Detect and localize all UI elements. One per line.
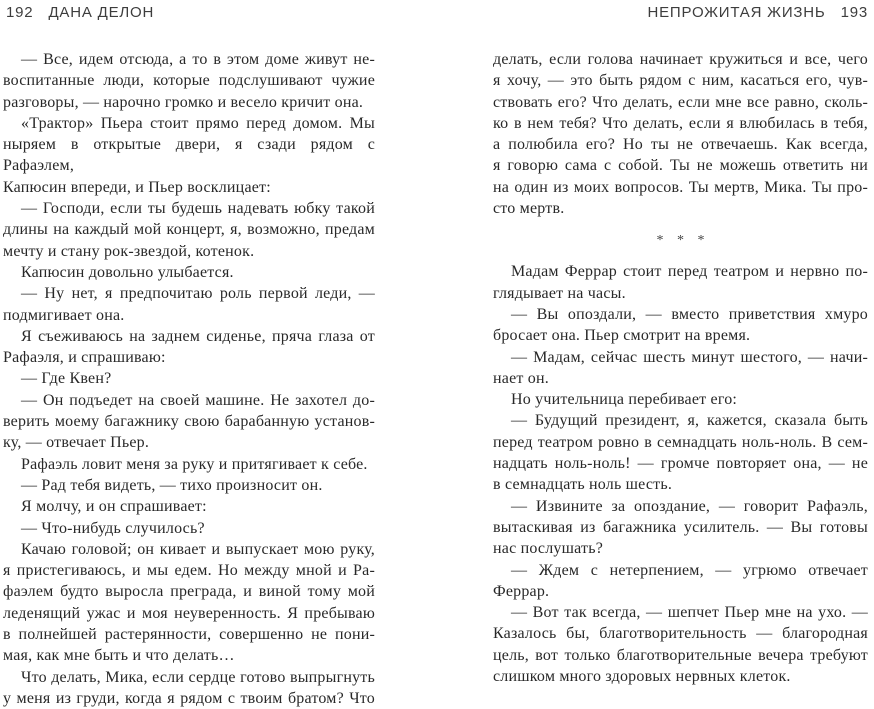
text-line: надцать ноль-ноль! — громче повторяет она, — не <box>493 455 868 473</box>
text-line: слишком много здоровых нервных клеток. <box>493 668 791 686</box>
text-line: Капюсин довольно улыбается. <box>21 263 234 281</box>
text-line: фаэлем будто выросла преграда, и виной тому мой <box>3 583 375 601</box>
text-line: вытаскивая из багажника усилитель. — Вы готовы <box>493 518 868 536</box>
text-line: я пристегиваюсь, и мы едем. Но между мной и Ра- <box>3 562 375 580</box>
text-line: — Ну нет, я предпочитаю роль первой леди, — <box>21 285 375 303</box>
right-running-header <box>647 4 868 21</box>
text-line: — Ждем с нетерпением, — угрюмо отвечает <box>511 561 868 579</box>
text-line: Рафаэля, и спрашиваю: <box>3 349 166 367</box>
text-line: — Он подъедет на своей машине. Не захотел до- <box>21 391 375 409</box>
text-line: бросает она. Пьер смотрит на время. <box>493 327 751 345</box>
text-line: цель, вот только благотворительные вечера требуют <box>493 646 868 664</box>
text-line: леденящий ужас и моя неуверенность. Я пребываю <box>3 604 375 622</box>
text-line: Что делать, Мика, если сердце готово выпрыгнуть <box>21 668 375 686</box>
text-line: на один из моих вопросов. Ты мертв, Мика. Ты про- <box>493 178 868 196</box>
text-line: я хочу, — это быть рядом с ним, касаться его, чув- <box>493 72 868 90</box>
text-line: а полюбила его? Но ты не отвечаешь. Как всегда, <box>493 136 868 154</box>
text-line: — Вы опоздали, — вместо приветствия хмуро <box>511 305 868 323</box>
text-line: верить моему багажнику свою барабанную установ- <box>3 413 375 431</box>
text-line: ку, — отвечает Пьер. <box>3 434 150 452</box>
text-line: — Извините за опоздание, — говорит Рафаэль, <box>511 497 868 515</box>
text-line: воспитанные люди, которые подслушивают чужие <box>3 72 375 90</box>
text-line: — Где Квен? <box>21 370 112 388</box>
text-line: — Что-нибудь случилось? <box>21 519 205 537</box>
left-page-text-column <box>3 49 375 709</box>
right-page-text-column <box>493 49 868 687</box>
text-line: Качаю головой; он кивает и выпускает мою руку, <box>21 540 375 558</box>
text-line: нас послушать? <box>493 540 604 558</box>
text-line: ствовать его? Что делать, если мне все равно, сколь- <box>493 93 868 111</box>
text-line: у меня из груди, когда я рядом с твоим братом? Что <box>3 689 375 707</box>
text-line: я говорю сама с собой. Ты не можешь ответить ни <box>493 157 868 175</box>
text-line: сто мертв. <box>493 200 565 218</box>
text-line: нает он. <box>493 369 549 387</box>
text-line: — Все, идем отсюда, а то в этом доме живут не- <box>21 51 375 68</box>
text-line: Казалось бы, благотворительность — благородная <box>493 625 868 643</box>
text-line: глядывает на часы. <box>493 284 626 302</box>
text-line: подмигивает она. <box>3 306 125 324</box>
text-line: Я молчу, и он спрашивает: <box>21 498 207 516</box>
text-line: — Господи, если ты будешь надевать юбку такой <box>21 200 375 218</box>
left-running-title: ДАНА ДЕЛОН <box>48 4 155 21</box>
text-line: — Будущий президент, я, кажется, сказала быть <box>511 412 868 430</box>
text-line: в полнейшей растерянности, совершенно не пони- <box>3 626 375 644</box>
text-line: ко в нем тебя? Что делать, если я влюбилась в тебя, <box>493 114 868 132</box>
text-line: Мадам Феррар стоит перед театром и нервно по- <box>511 263 868 281</box>
text-line: — Мадам, сейчас шесть минут шестого, — начи- <box>511 348 868 366</box>
right-page-number: 193 <box>840 4 868 21</box>
text-line: разговоры, — нарочно громко и весело кричит она. <box>3 93 364 111</box>
left-running-header <box>6 4 154 21</box>
text-line: Феррар. <box>493 582 550 600</box>
text-line: делать, если голова начинает кружиться и все, чего <box>493 51 868 68</box>
text-line: мечту и стану рок-звездой, котенок. <box>3 242 255 260</box>
text-line: Капюсин впереди, и Пьер восклицает: <box>3 178 271 196</box>
text-line: в семнадцать ноль шесть. <box>493 476 673 494</box>
text-line: — Вот так всегда, — шепчет Пьер мне на ухо. — <box>511 604 868 622</box>
section-separator: * * * <box>656 232 710 248</box>
text-line: перед театром ровно в семнадцать ноль-ноль. В сем- <box>493 433 868 451</box>
text-line: Рафаэль ловит меня за руку и притягивает к себе. <box>21 455 368 473</box>
text-line: ныряем в открытые двери, я сзади рядом с Рафаэлем, <box>3 136 375 175</box>
text-line: — Рад тебя видеть, — тихо произносит он. <box>21 476 323 494</box>
text-line: «Трактор» Пьера стоит прямо перед домом. Мы <box>21 114 375 132</box>
text-line: Но учительница перебивает его: <box>511 391 738 409</box>
text-line: Я съеживаюсь на заднем сиденье, пряча глаза от <box>21 327 375 345</box>
running-header <box>6 4 868 21</box>
left-page-number: 192 <box>6 4 34 21</box>
right-running-title: НЕПРОЖИТАЯ ЖИЗНЬ <box>647 4 826 21</box>
text-line: мая, как мне быть и что делать… <box>3 647 235 665</box>
text-line: длины на каждый мой концерт, я, возможно, предам <box>3 221 375 239</box>
